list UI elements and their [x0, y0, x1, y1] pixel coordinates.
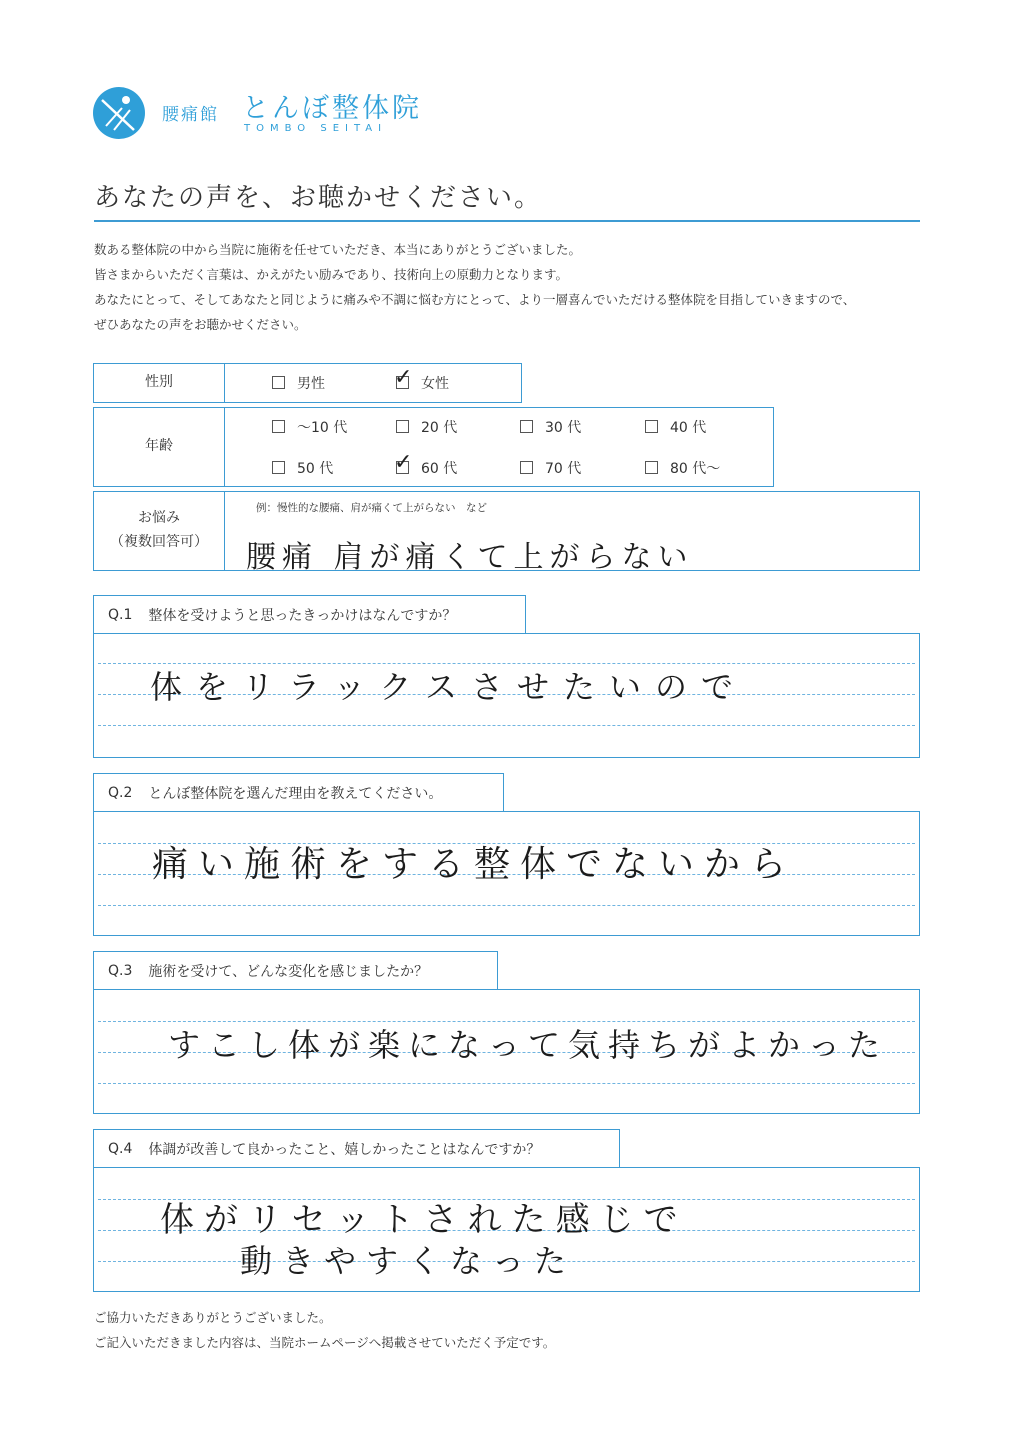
concern-label-line: （複数回答可） — [110, 534, 208, 550]
question-text: 体調が改善して良かったこと、嬉しかったことはなんですか？ — [148, 1142, 541, 1158]
age-label: 年齢 — [94, 408, 225, 486]
age-option[interactable]: 70 代 — [520, 458, 581, 478]
brand-roman: TOMBO SEITAI — [244, 123, 388, 134]
question-4-answer[interactable]: 体がリセットされた感じで — [160, 1200, 688, 1240]
age-option[interactable]: ✓ 60 代 — [394, 450, 458, 477]
checkbox[interactable] — [520, 461, 533, 474]
check-mark-icon: ✓ — [394, 365, 413, 390]
gender-option-male[interactable]: 男性 — [272, 373, 325, 393]
brand-name: とんぼ整体院 — [242, 93, 422, 124]
gender-option-female[interactable]: ✓ 女性 — [394, 365, 449, 392]
intro-line: ぜひあなたの声をお聴かせください。 — [94, 317, 307, 332]
question-4-answer[interactable]: 動きやすくなった — [240, 1242, 577, 1280]
question-text: 整体を受けようと思ったきっかけはなんですか？ — [148, 608, 457, 624]
question-text: とんぼ整体院を選んだ理由を教えてください。 — [148, 786, 443, 802]
intro-line: 皆さまからいただく言葉は、かえがたい励みであり、技術向上の原動力となります。 — [94, 267, 569, 282]
question-4-header — [93, 1129, 620, 1168]
concern-example: 例：慢性的な腰痛、肩が痛くて上がらない など — [256, 502, 487, 514]
checkbox[interactable] — [272, 376, 285, 389]
answer-line — [98, 725, 915, 726]
age-option[interactable]: ～10 代 — [272, 417, 347, 437]
checkbox[interactable] — [272, 420, 285, 433]
question-number: Q.1 — [108, 607, 133, 623]
age-option[interactable]: 40 代 — [645, 417, 706, 437]
question-number: Q.2 — [108, 785, 133, 801]
question-3-header — [93, 951, 498, 990]
age-option[interactable]: 20 代 — [396, 417, 457, 437]
age-option[interactable]: 30 代 — [520, 417, 581, 437]
question-1-answer[interactable]: 体をリラックスさせたいので — [150, 668, 748, 706]
question-number: Q.4 — [108, 1141, 133, 1157]
question-1-header — [93, 595, 526, 634]
title-divider — [94, 220, 920, 222]
question-2-answer[interactable]: 痛い施術をする整体でないから — [152, 844, 797, 885]
intro-line: あなたにとって、そしてあなたと同じように痛みや不調に悩む方にとって、より一層喜んでいただける整体院を目指していきますので、 — [94, 292, 856, 307]
checkbox-checked[interactable] — [394, 450, 413, 475]
footer-note: ご記入いただきました内容は、当院ホームページへ掲載させていただく予定です。 — [94, 1335, 556, 1350]
checkbox[interactable] — [396, 420, 409, 433]
checkbox[interactable] — [520, 420, 533, 433]
intro-line: 数ある整体院の中から当院に施術を任せていただき、本当にありがとうございました。 — [94, 242, 582, 257]
checkbox[interactable] — [645, 461, 658, 474]
question-2-header — [93, 773, 504, 812]
checkbox-checked[interactable] — [394, 365, 413, 390]
footer-thanks: ご協力いただきありがとうございました。 — [94, 1310, 332, 1325]
question-text: 施術を受けて、どんな変化を感じましたか？ — [148, 964, 429, 980]
dragonfly-logo-icon — [92, 86, 146, 140]
checkbox[interactable] — [645, 420, 658, 433]
age-option[interactable]: 50 代 — [272, 458, 333, 478]
concern-answer[interactable]: 腰痛 肩が痛くて上がらない — [246, 540, 694, 575]
brand-subtitle: 腰痛館 — [162, 105, 219, 125]
page-title: あなたの声を、お聴かせください。 — [94, 183, 543, 213]
answer-line — [98, 1083, 915, 1084]
answer-line — [98, 905, 915, 906]
check-mark-icon: ✓ — [394, 450, 413, 475]
checkbox[interactable] — [272, 461, 285, 474]
gender-label: 性別 — [94, 364, 225, 402]
concern-label-line: お悩み — [138, 510, 180, 527]
concern-label — [94, 492, 225, 570]
question-number: Q.3 — [108, 963, 133, 979]
age-option[interactable]: 80 代～ — [645, 458, 720, 478]
question-3-answer[interactable]: すこし体が楽になって気持ちがよかった — [168, 1026, 889, 1064]
